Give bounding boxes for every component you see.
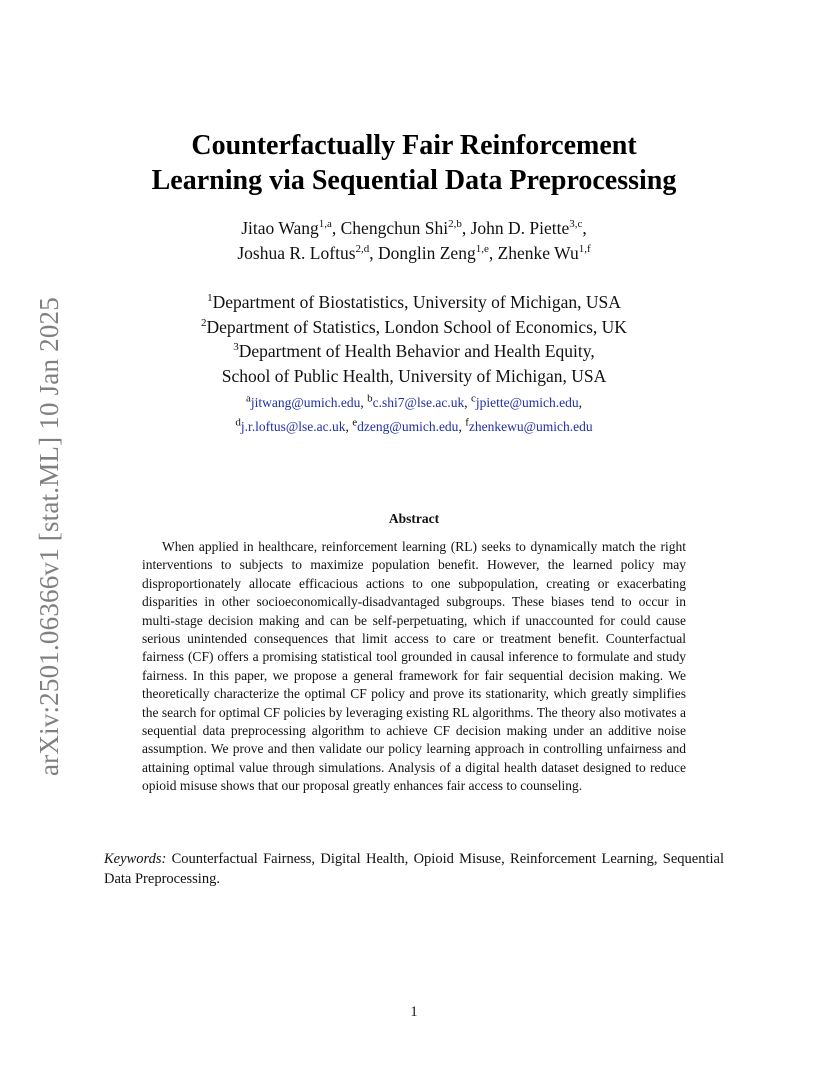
email-line-2 (0, 415, 828, 439)
author-sep: , (461, 218, 471, 238)
keywords-text: Counterfactual Fairness, Digital Health, Opioid Misuse, Reinforcement Learning, Sequential Data Preprocessing. (104, 851, 725, 887)
email-link[interactable]: jitwang@umich.edu (250, 395, 361, 410)
author-affil-sup: 1,f (578, 243, 591, 256)
author-affil-sup: 2,b (448, 218, 462, 231)
author-line-1 (0, 216, 828, 241)
author-name: Zhenke Wu (497, 243, 579, 263)
email-sep: , (578, 395, 583, 410)
email-sup: e (352, 416, 358, 429)
author-sep: , (331, 218, 341, 238)
author-sep: , (582, 218, 587, 238)
author-name: Joshua R. Loftus (237, 243, 356, 263)
keywords (104, 849, 724, 889)
email-link[interactable]: c.shi7@lse.ac.uk (372, 395, 465, 410)
affiliation-3-continued (0, 364, 828, 389)
author-affil-sup: 3,c (569, 218, 583, 231)
email-link[interactable]: j.r.loftus@lse.ac.uk (240, 419, 346, 434)
email-link[interactable]: dzeng@umich.edu (357, 419, 459, 434)
page-number: 1 (410, 1004, 418, 1020)
affiliation-number: 2 (201, 316, 207, 329)
author-name: Donglin Zeng (378, 243, 476, 263)
affiliation-text: Department of Statistics, London School of Economics, UK (206, 316, 627, 337)
affiliation-text: Department of Health Behavior and Health Equity, (238, 341, 595, 361)
email-sup: d (235, 416, 241, 429)
author-affil-sup: 1,e (475, 243, 489, 256)
affiliation-list (0, 290, 828, 388)
author-name: Jitao Wang (241, 218, 319, 238)
author-affil-sup: 1,a (318, 218, 332, 231)
email-sup: c (470, 392, 476, 405)
abstract-heading: Abstract (388, 511, 440, 526)
author-sep: , (488, 243, 498, 263)
affiliation-number: 1 (207, 292, 213, 305)
email-line-1 (0, 391, 828, 415)
email-link[interactable]: zhenkewu@umich.edu (468, 419, 593, 434)
affiliation-2 (0, 315, 828, 340)
title-line-1: Counterfactually Fair Reinforcement (191, 130, 637, 161)
keywords-label: Keywords: (104, 851, 167, 867)
email-sup: b (367, 392, 373, 405)
affiliation-3 (0, 339, 828, 364)
affiliation-text: Department of Biostatistics, University of Michigan, USA (212, 292, 621, 312)
author-name: John D. Piette (470, 218, 570, 238)
email-sep: , (458, 419, 466, 434)
affiliation-number: 3 (233, 341, 239, 354)
affiliation-1 (0, 290, 828, 315)
affiliation-text: School of Public Health, University of Michigan, USA (221, 365, 607, 386)
email-list (0, 391, 828, 439)
abstract-body: When applied in healthcare, reinforcement learning (RL) seeks to dynamically match the right interventions to subjects to maximize population benefit. However, the learned policy may disproportionately allocate efficacious actions to one subpopulation, creating or exacerbating disparities in other socioeconomically-disadvantaged subgroups. These biases tend to occur in multi-stage decision making and can be self-perpetuating, which if unaccounted for could cause serious unintended consequences that limit access to care or treatment benefit. Counterfactual fairness (CF) offers a promising statistical tool grounded in causal inference to formulate and study fairness. In this paper, we propose a general framework for fair sequential decision making. We theoretically characterize the optimal CF policy and prove its stationarity, which greatly simplifies the search for optimal CF policies by leveraging existing RL algorithms. The theory also motivates a sequential data preprocessing algorithm to achieve CF decision making under an additive noise assumption. We prove and then validate our policy learning approach in controlling unfairness and attaining optimal value through simulations. Analysis of a digital health dataset designed to reduce opioid misuse shows that our proposal greatly enhances fair access to counseling. (142, 539, 686, 794)
email-sep: , (464, 395, 471, 410)
author-list (0, 216, 828, 266)
email-sep: , (360, 395, 368, 410)
email-sep: , (345, 419, 353, 434)
arxiv-identifier: arXiv:2501.06366v1 [stat.ML] 10 Jan 2025 (34, 297, 64, 776)
paper-title (0, 128, 828, 198)
email-link[interactable]: jpiette@umich.edu (475, 395, 579, 410)
email-sup: a (245, 392, 251, 405)
title-line-2: Learning via Sequential Data Preprocessing (151, 165, 677, 196)
author-sep: , (369, 243, 378, 263)
author-name: Chengchun Shi (340, 218, 449, 238)
author-line-2 (0, 241, 828, 266)
author-affil-sup: 2,d (355, 243, 370, 256)
email-sup: f (465, 416, 469, 429)
